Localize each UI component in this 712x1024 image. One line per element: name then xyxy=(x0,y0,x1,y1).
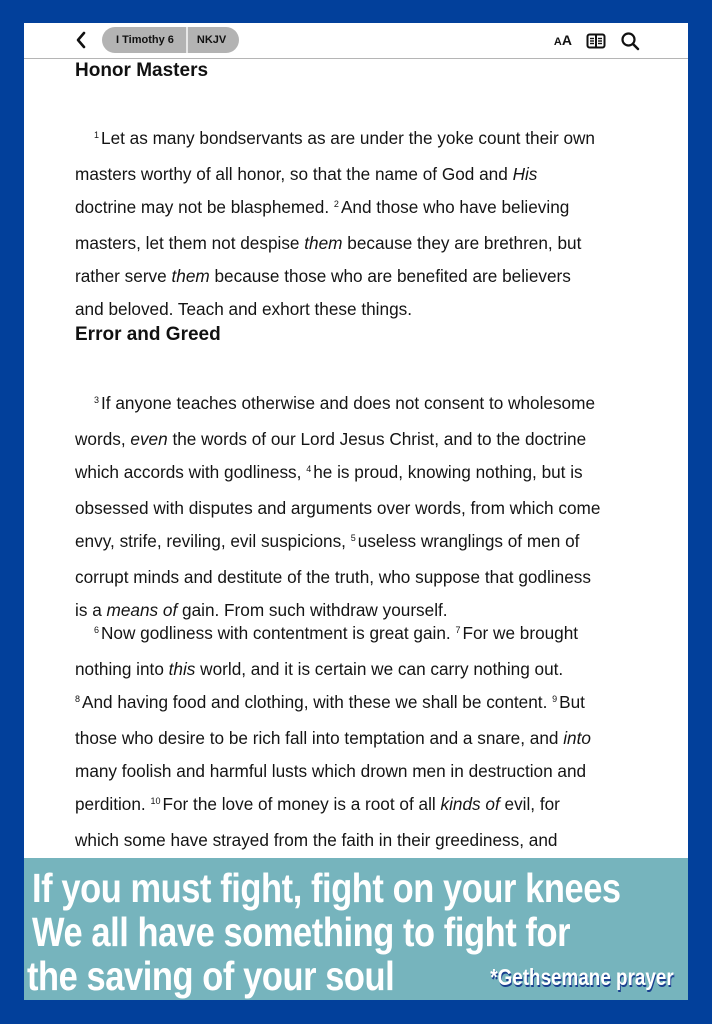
bible-reader-page xyxy=(24,23,688,859)
verse-text: evil, for xyxy=(499,794,560,814)
verse-number: 2 xyxy=(333,199,339,209)
verse-text: and beloved. Teach and exhort these things. xyxy=(75,299,412,319)
back-button[interactable] xyxy=(73,29,91,51)
verse-line xyxy=(75,492,665,525)
verse-text: words, xyxy=(75,429,131,449)
quote-banner xyxy=(24,858,688,1000)
verse-text: But xyxy=(559,692,585,712)
paragraph xyxy=(75,387,665,627)
verse-number: 5 xyxy=(350,533,356,543)
verse-text: If anyone teaches otherwise and does not consent to wholesome xyxy=(101,393,595,413)
banner-line: We all have something to fight for xyxy=(32,909,571,955)
verse-text: masters, let them not despise xyxy=(75,233,305,253)
italic-text: them xyxy=(304,233,343,253)
verse-text: is a xyxy=(75,600,107,620)
verse-line xyxy=(75,653,665,686)
verse-line xyxy=(75,561,665,594)
paragraph xyxy=(75,122,665,326)
section-heading: Error and Greed xyxy=(75,324,221,345)
verse-text: gain. From such withdraw yourself. xyxy=(177,600,448,620)
verse-number: 8 xyxy=(75,694,81,704)
version-button[interactable]: NKJV xyxy=(196,34,227,46)
verse-text: Now godliness with contentment is great gain. xyxy=(101,623,456,643)
book-columns-icon[interactable] xyxy=(586,31,606,51)
verse-text: corrupt minds and destitute of the truth, who suppose that godliness xyxy=(75,567,591,587)
verse-line xyxy=(75,227,665,260)
banner-line: the saving of your soul xyxy=(27,953,395,999)
verse-line xyxy=(75,722,665,755)
verse-line xyxy=(75,260,665,293)
italic-text: into xyxy=(563,728,591,748)
verse-text: For we brought xyxy=(462,623,579,643)
verse-number: 9 xyxy=(552,694,558,704)
italic-text: this xyxy=(168,659,196,679)
banner-attribution: *Gethsemane prayer xyxy=(490,964,674,990)
verse-line xyxy=(75,525,665,561)
verse-text: he is proud, knowing nothing, but is xyxy=(313,462,583,482)
passage-selector xyxy=(102,27,239,53)
font-size-icon-large: A xyxy=(561,32,572,48)
verse-number: 1 xyxy=(94,130,100,140)
verse-text: because they are brethren, but xyxy=(342,233,582,253)
banner-line: If you must fight, fight on your knees xyxy=(32,865,621,911)
verse-text: many foolish and harmful lusts which drown men in destruction and xyxy=(75,761,587,781)
verse-number: 3 xyxy=(94,395,100,405)
italic-text: kinds of xyxy=(440,794,500,814)
verse-line xyxy=(75,788,665,824)
verse-text: which accords with godliness, xyxy=(75,462,307,482)
verse-text: nothing into xyxy=(75,659,169,679)
verse-text: For the love of money is a root of all xyxy=(162,794,441,814)
verse-number: 6 xyxy=(94,625,100,635)
verse-number: 4 xyxy=(306,464,312,474)
verse-text: rather serve xyxy=(75,266,172,286)
search-icon[interactable] xyxy=(620,31,640,51)
verse-line xyxy=(75,293,665,326)
verse-text: those who desire to be rich fall into temptation and a snare, and xyxy=(75,728,564,748)
verse-line xyxy=(75,617,665,653)
verse-text: masters worthy of all honor, so that the name of God and xyxy=(75,164,513,184)
verse-line xyxy=(75,387,665,423)
verse-line xyxy=(75,755,665,788)
verse-text: obsessed with disputes and arguments over words, from which come xyxy=(75,498,601,518)
verse-line xyxy=(75,686,665,722)
verse-number: 10 xyxy=(150,796,161,806)
verse-line xyxy=(75,423,665,456)
section-heading: Honor Masters xyxy=(75,60,209,81)
paragraph xyxy=(75,617,665,859)
book-chapter-button[interactable]: I Timothy 6 xyxy=(102,27,188,53)
font-size-button[interactable] xyxy=(554,30,572,52)
verse-number: 7 xyxy=(455,625,461,635)
top-toolbar xyxy=(24,23,688,59)
verse-text: Let as many bondservants as are under the yoke count their own xyxy=(101,128,595,148)
verse-text: envy, strife, reviling, evil suspicions, xyxy=(75,531,351,551)
verse-line xyxy=(75,158,665,191)
verse-text: And those who have believing xyxy=(340,197,570,217)
italic-text: them xyxy=(171,266,210,286)
verse-text: useless wranglings of men of xyxy=(357,531,580,551)
chevron-left-icon xyxy=(73,29,91,51)
verse-text: world, and it is certain we can carry nothing out. xyxy=(195,659,564,679)
verse-text: And having food and clothing, with these we shall be content. xyxy=(82,692,553,712)
verse-text: the words of our Lord Jesus Christ, and to the doctrine xyxy=(167,429,587,449)
verse-text: doctrine may not be blasphemed. xyxy=(75,197,334,217)
verse-text: because those who are benefited are believers xyxy=(209,266,571,286)
verse-line xyxy=(75,191,665,227)
verse-line xyxy=(75,824,665,857)
italic-text: means of xyxy=(106,600,178,620)
verse-line xyxy=(75,456,665,492)
italic-text: even xyxy=(130,429,168,449)
verse-text: which some have strayed from the faith in their greediness, and xyxy=(75,830,558,850)
italic-text: His xyxy=(512,164,538,184)
verse-line xyxy=(75,122,665,158)
font-size-icon-small: A xyxy=(553,36,562,48)
verse-text: perdition. xyxy=(75,794,151,814)
